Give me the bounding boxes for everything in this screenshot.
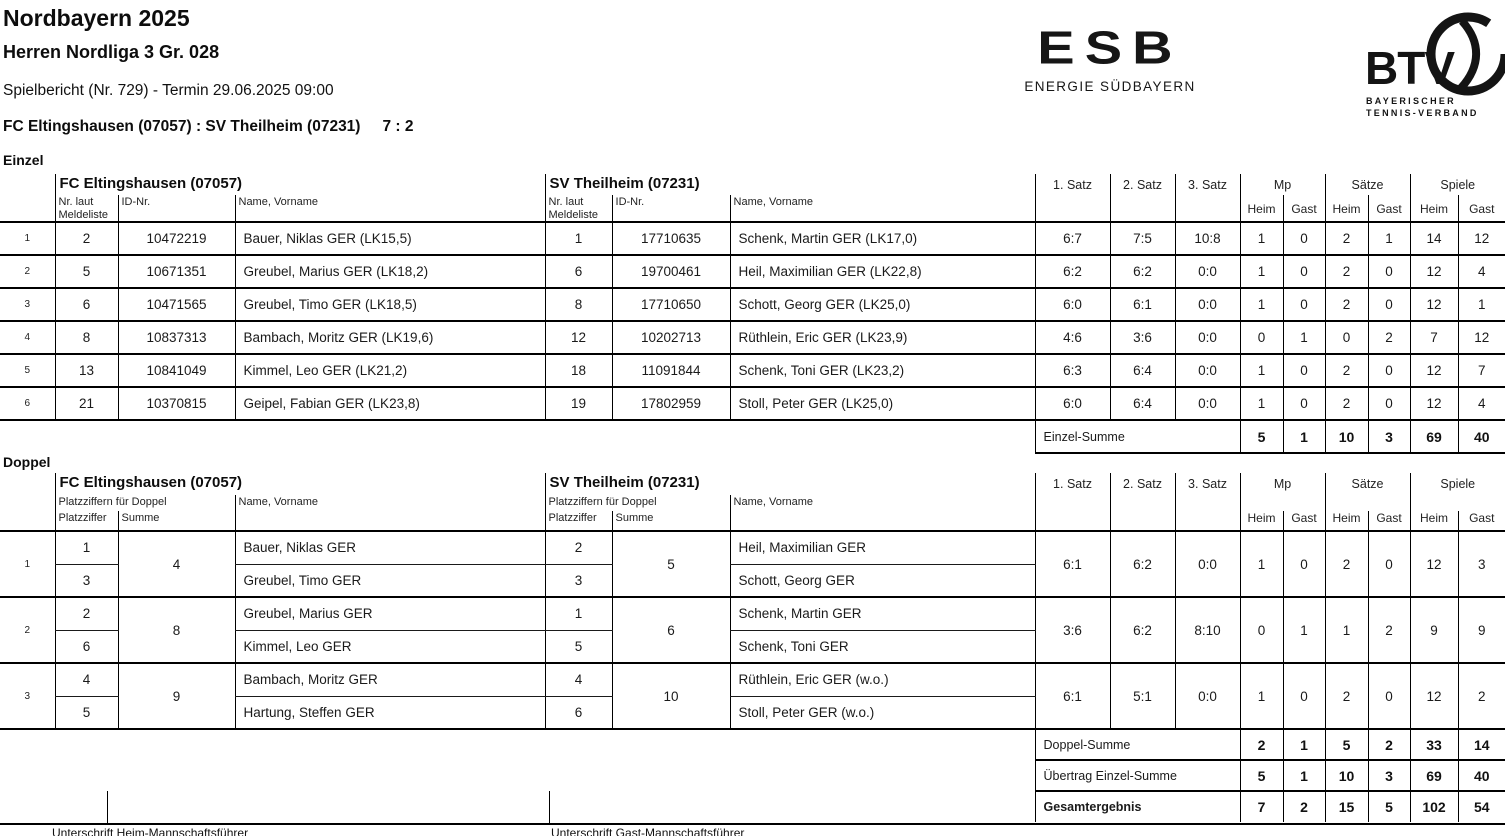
league-subtitle: Herren Nordliga 3 Gr. 028	[3, 42, 220, 62]
einzel-match-row	[0, 387, 1505, 420]
player-name-cell: Rüthlein, Eric GER (LK23,9)	[730, 321, 1035, 354]
score-cell: 12	[1410, 354, 1458, 387]
meldeliste-nr-cell: 19	[545, 387, 612, 420]
platz-summe-cell: 8	[118, 597, 235, 663]
pos-header-cell	[0, 174, 55, 222]
platzziffer-cell: 5	[545, 630, 612, 663]
name-header: Name, Vorname	[235, 495, 545, 531]
score-cell: 7	[1458, 354, 1505, 387]
score-cell: 12	[1410, 531, 1458, 597]
sum-value-cell: 40	[1458, 760, 1505, 791]
guest-team-header: SV Theilheim (07231)	[545, 473, 1035, 495]
set-score-cell: 6:2	[1110, 597, 1175, 663]
sum-value-cell: 69	[1410, 420, 1458, 453]
esb-logo	[1022, 24, 1198, 94]
einzel-match-row	[0, 222, 1505, 255]
platzziffer-cell: 4	[545, 663, 612, 696]
meldeliste-nr-cell: 18	[545, 354, 612, 387]
heim-gast-header: Gast	[1458, 195, 1505, 222]
set-score-cell: 6:1	[1035, 663, 1110, 729]
doppel-match-row	[0, 597, 1505, 630]
einzel-table-container	[0, 174, 1505, 454]
player-name-cell: Greubel, Timo GER (LK18,5)	[235, 288, 545, 321]
sum-value-cell: 1	[1283, 420, 1325, 453]
signature-line	[0, 823, 1505, 825]
player-id-cell: 17710635	[612, 222, 730, 255]
player-name-cell: Schott, Georg GER	[730, 564, 1035, 597]
player-name-cell: Greubel, Timo GER	[235, 564, 545, 597]
home-signature-label: Unterschrift Heim-Mannschaftsführer	[52, 826, 249, 836]
player-name-cell: Bauer, Niklas GER (LK15,5)	[235, 222, 545, 255]
nr-laut-header: Nr. laut Meldeliste	[545, 195, 612, 222]
player-name-cell: Bambach, Moritz GER	[235, 663, 545, 696]
platzziffer-cell: 1	[55, 531, 118, 564]
sum-value-cell: 5	[1240, 420, 1283, 453]
heim-gast-header: Heim	[1410, 195, 1458, 222]
player-name-cell: Rüthlein, Eric GER (w.o.)	[730, 663, 1035, 696]
sum-value-cell: 5	[1325, 729, 1368, 760]
score-cell: 0	[1325, 321, 1368, 354]
heim-gast-header: Gast	[1458, 511, 1505, 531]
sum-value-cell: 2	[1283, 791, 1325, 822]
gesamtergebnis-row	[0, 791, 1505, 822]
player-name-cell: Stoll, Peter GER (LK25,0)	[730, 387, 1035, 420]
score-cell: 1	[1240, 387, 1283, 420]
score-cell: 1	[1240, 663, 1283, 729]
platzziffer-cell: 6	[545, 696, 612, 729]
set-column-header: 2. Satz	[1110, 473, 1175, 531]
guest-signature-label: Unterschrift Gast-Mannschaftsführer	[551, 826, 745, 836]
sum-value-cell: 15	[1325, 791, 1368, 822]
sum-value-cell: 2	[1240, 729, 1283, 760]
sum-value-cell: 2	[1368, 729, 1410, 760]
score-cell: 0	[1368, 531, 1410, 597]
score-cell: 12	[1410, 288, 1458, 321]
match-position-cell: 2	[0, 597, 55, 663]
sum-value-cell: 33	[1410, 729, 1458, 760]
set-score-cell: 6:4	[1110, 354, 1175, 387]
einzel-header-row	[0, 174, 1505, 195]
player-id-cell: 10370815	[118, 387, 235, 420]
score-cell: 2	[1325, 531, 1368, 597]
spacer-cell	[0, 729, 1035, 760]
sum-value-cell: 7	[1240, 791, 1283, 822]
score-cell: 14	[1410, 222, 1458, 255]
score-cell: 4	[1458, 387, 1505, 420]
btv-caption-line2: TENNIS-VERBAND	[1366, 108, 1479, 118]
platzziffer-header: Platzziffer	[545, 511, 612, 531]
einzel-match-row	[0, 354, 1505, 387]
meldeliste-nr-cell: 6	[55, 288, 118, 321]
platz-summe-cell: 10	[612, 663, 730, 729]
set-score-cell: 3:6	[1035, 597, 1110, 663]
score-cell: 2	[1458, 663, 1505, 729]
set-score-cell: 0:0	[1175, 531, 1240, 597]
platzziffer-cell: 2	[55, 597, 118, 630]
id-header: ID-Nr.	[118, 195, 235, 222]
player-id-cell: 17802959	[612, 387, 730, 420]
group-column-header: Sätze	[1325, 174, 1410, 195]
score-cell: 0	[1283, 255, 1325, 288]
score-cell: 2	[1325, 288, 1368, 321]
set-score-cell: 6:0	[1035, 387, 1110, 420]
summe-header: Summe	[118, 511, 235, 531]
score-cell: 0	[1283, 222, 1325, 255]
meldeliste-nr-cell: 13	[55, 354, 118, 387]
score-cell: 4	[1458, 255, 1505, 288]
doppel-table	[0, 473, 1505, 822]
match-score: 7 : 2	[382, 118, 414, 135]
sum-value-cell: 10	[1325, 760, 1368, 791]
set-score-cell: 6:1	[1035, 531, 1110, 597]
score-cell: 1	[1240, 531, 1283, 597]
score-cell: 2	[1325, 387, 1368, 420]
set-score-cell: 8:10	[1175, 597, 1240, 663]
einzel-summe-row	[0, 420, 1505, 453]
match-position-cell: 3	[0, 663, 55, 729]
sum-value-cell: 5	[1240, 760, 1283, 791]
score-cell: 12	[1458, 321, 1505, 354]
sum-label-cell: Übertrag Einzel-Summe	[1035, 760, 1240, 791]
score-cell: 0	[1283, 663, 1325, 729]
score-cell: 0	[1240, 321, 1283, 354]
match-position-cell: 3	[0, 288, 55, 321]
score-cell: 2	[1325, 663, 1368, 729]
score-cell: 2	[1368, 321, 1410, 354]
set-column-header: 3. Satz	[1175, 174, 1240, 222]
player-id-cell: 17710650	[612, 288, 730, 321]
score-cell: 9	[1458, 597, 1505, 663]
score-cell: 0	[1368, 387, 1410, 420]
set-column-header: 1. Satz	[1035, 174, 1110, 222]
player-id-cell: 10471565	[118, 288, 235, 321]
score-cell: 2	[1325, 255, 1368, 288]
sum-value-cell: 69	[1410, 760, 1458, 791]
group-column-header: Mp	[1240, 473, 1325, 511]
sum-label-cell: Einzel-Summe	[1035, 420, 1240, 453]
set-score-cell: 0:0	[1175, 387, 1240, 420]
player-name-cell: Greubel, Marius GER	[235, 597, 545, 630]
player-id-cell: 10841049	[118, 354, 235, 387]
esb-logo-caption: ENERGIE SÜDBAYERN	[1024, 79, 1196, 94]
score-cell: 12	[1410, 387, 1458, 420]
player-name-cell: Heil, Maximilian GER (LK22,8)	[730, 255, 1035, 288]
player-name-cell: Hartung, Steffen GER	[235, 696, 545, 729]
spacer-cell	[0, 420, 1035, 453]
sum-value-cell: 1	[1283, 760, 1325, 791]
player-name-cell: Bauer, Niklas GER	[235, 531, 545, 564]
einzel-match-row	[0, 288, 1505, 321]
sum-value-cell: 3	[1368, 760, 1410, 791]
sum-value-cell: 54	[1458, 791, 1505, 822]
score-cell: 9	[1410, 597, 1458, 663]
heim-gast-header: Heim	[1240, 195, 1283, 222]
set-column-header: 2. Satz	[1110, 174, 1175, 222]
player-name-cell: Stoll, Peter GER (w.o.)	[730, 696, 1035, 729]
group-column-header: Mp	[1240, 174, 1325, 195]
home-team-header: FC Eltingshausen (07057)	[55, 473, 545, 495]
sum-label-cell: Doppel-Summe	[1035, 729, 1240, 760]
score-cell: 1	[1458, 288, 1505, 321]
player-name-cell: Greubel, Marius GER (LK18,2)	[235, 255, 545, 288]
platz-summe-cell: 5	[612, 531, 730, 597]
score-cell: 0	[1283, 288, 1325, 321]
platzziffer-cell: 3	[55, 564, 118, 597]
platz-summe-cell: 9	[118, 663, 235, 729]
doppel-match-row	[0, 663, 1505, 696]
score-cell: 1	[1368, 222, 1410, 255]
doppel-header-row	[0, 473, 1505, 495]
page-title: Nordbayern 2025	[3, 5, 190, 31]
set-score-cell: 5:1	[1110, 663, 1175, 729]
score-cell: 1	[1283, 321, 1325, 354]
set-score-cell: 6:2	[1035, 255, 1110, 288]
platzziffer-cell: 5	[55, 696, 118, 729]
signature-divider-guest	[549, 791, 550, 823]
set-score-cell: 6:2	[1110, 255, 1175, 288]
home-team-header: FC Eltingshausen (07057)	[55, 174, 545, 195]
btv-caption-line1: BAYERISCHER	[1366, 96, 1456, 106]
match-result-line	[3, 118, 413, 136]
sum-value-cell: 3	[1368, 420, 1410, 453]
btv-logo	[1363, 4, 1505, 118]
player-name-cell: Geipel, Fabian GER (LK23,8)	[235, 387, 545, 420]
score-cell: 1	[1240, 222, 1283, 255]
player-name-cell: Kimmel, Leo GER	[235, 630, 545, 663]
sum-value-cell: 5	[1368, 791, 1410, 822]
heim-gast-header: Heim	[1240, 511, 1283, 531]
sum-value-cell: 14	[1458, 729, 1505, 760]
set-score-cell: 6:7	[1035, 222, 1110, 255]
esb-logo-text: ESB	[1037, 22, 1183, 74]
meldeliste-nr-cell: 12	[545, 321, 612, 354]
set-score-cell: 0:0	[1175, 321, 1240, 354]
score-cell: 0	[1283, 387, 1325, 420]
set-score-cell: 0:0	[1175, 255, 1240, 288]
heim-gast-header: Gast	[1283, 511, 1325, 531]
spacer-cell	[0, 791, 1035, 822]
player-name-cell: Schott, Georg GER (LK25,0)	[730, 288, 1035, 321]
sum-label-cell: Gesamtergebnis	[1035, 791, 1240, 822]
meldeliste-nr-cell: 8	[55, 321, 118, 354]
meldeliste-nr-cell: 2	[55, 222, 118, 255]
score-cell: 0	[1240, 597, 1283, 663]
score-cell: 12	[1410, 255, 1458, 288]
sum-value-cell: 1	[1283, 729, 1325, 760]
player-id-cell: 10837313	[118, 321, 235, 354]
tennis-ball-seam-icon	[1461, 21, 1476, 88]
player-name-cell: Heil, Maximilian GER	[730, 531, 1035, 564]
report-line: Spielbericht (Nr. 729) - Termin 29.06.2025 09:00	[3, 82, 334, 99]
match-position-cell: 1	[0, 531, 55, 597]
name-header: Name, Vorname	[235, 195, 545, 222]
group-column-header: Sätze	[1325, 473, 1410, 511]
sum-value-cell: 40	[1458, 420, 1505, 453]
set-score-cell: 4:6	[1035, 321, 1110, 354]
doppel-table-container	[0, 473, 1505, 822]
set-column-header: 1. Satz	[1035, 473, 1110, 531]
meldeliste-nr-cell: 5	[55, 255, 118, 288]
score-cell: 12	[1458, 222, 1505, 255]
score-cell: 1	[1240, 354, 1283, 387]
platzziffern-group-header: Platzziffern für Doppel	[55, 495, 235, 511]
match-position-cell: 5	[0, 354, 55, 387]
score-cell: 0	[1368, 354, 1410, 387]
platzziffer-cell: 6	[55, 630, 118, 663]
set-score-cell: 7:5	[1110, 222, 1175, 255]
set-score-cell: 6:0	[1035, 288, 1110, 321]
heim-gast-header: Gast	[1368, 195, 1410, 222]
heim-gast-header: Gast	[1283, 195, 1325, 222]
doppel-section-heading: Doppel	[3, 454, 51, 470]
score-cell: 1	[1283, 597, 1325, 663]
set-score-cell: 0:0	[1175, 663, 1240, 729]
player-name-cell: Schenk, Martin GER	[730, 597, 1035, 630]
player-name-cell: Bambach, Moritz GER (LK19,6)	[235, 321, 545, 354]
set-score-cell: 10:8	[1175, 222, 1240, 255]
group-column-header: Spiele	[1410, 473, 1505, 511]
meldeliste-nr-cell: 1	[545, 222, 612, 255]
platz-summe-cell: 4	[118, 531, 235, 597]
einzel-subheader-row	[0, 195, 1505, 222]
platz-summe-cell: 6	[612, 597, 730, 663]
player-name-cell: Kimmel, Leo GER (LK21,2)	[235, 354, 545, 387]
platzziffer-cell: 1	[545, 597, 612, 630]
platzziffer-header: Platzziffer	[55, 511, 118, 531]
player-name-cell: Schenk, Toni GER (LK23,2)	[730, 354, 1035, 387]
match-position-cell: 4	[0, 321, 55, 354]
set-score-cell: 6:2	[1110, 531, 1175, 597]
einzel-match-row	[0, 321, 1505, 354]
uebertrag-row	[0, 760, 1505, 791]
player-name-cell: Schenk, Toni GER	[730, 630, 1035, 663]
heim-gast-header: Heim	[1325, 195, 1368, 222]
player-id-cell: 11091844	[612, 354, 730, 387]
score-cell: 1	[1325, 597, 1368, 663]
player-id-cell: 10472219	[118, 222, 235, 255]
score-cell: 0	[1368, 663, 1410, 729]
signature-divider-home	[107, 791, 108, 823]
player-name-cell: Schenk, Martin GER (LK17,0)	[730, 222, 1035, 255]
summe-header: Summe	[612, 511, 730, 531]
player-id-cell: 10202713	[612, 321, 730, 354]
player-id-cell: 10671351	[118, 255, 235, 288]
score-cell: 7	[1410, 321, 1458, 354]
heim-gast-header: Heim	[1410, 511, 1458, 531]
einzel-section-heading: Einzel	[3, 152, 44, 168]
set-score-cell: 6:3	[1035, 354, 1110, 387]
set-column-header: 3. Satz	[1175, 473, 1240, 531]
score-cell: 1	[1240, 288, 1283, 321]
sum-value-cell: 102	[1410, 791, 1458, 822]
match-teams: FC Eltingshausen (07057) : SV Theilheim (07231)	[3, 118, 361, 135]
name-header: Name, Vorname	[730, 195, 1035, 222]
btv-logo-text: BTV	[1365, 42, 1454, 94]
platzziffer-cell: 3	[545, 564, 612, 597]
doppel-summe-row	[0, 729, 1505, 760]
set-score-cell: 0:0	[1175, 288, 1240, 321]
einzel-table	[0, 174, 1505, 454]
score-cell: 12	[1410, 663, 1458, 729]
match-position-cell: 1	[0, 222, 55, 255]
score-cell: 0	[1283, 354, 1325, 387]
set-score-cell: 6:4	[1110, 387, 1175, 420]
score-cell: 0	[1368, 288, 1410, 321]
heim-gast-header: Heim	[1325, 511, 1368, 531]
sum-value-cell: 10	[1325, 420, 1368, 453]
set-score-cell: 6:1	[1110, 288, 1175, 321]
doppel-match-row	[0, 531, 1505, 564]
score-cell: 2	[1368, 597, 1410, 663]
pos-header-cell	[0, 473, 55, 531]
platzziffern-group-header: Platzziffern für Doppel	[545, 495, 730, 511]
id-header: ID-Nr.	[612, 195, 730, 222]
meldeliste-nr-cell: 21	[55, 387, 118, 420]
score-cell: 3	[1458, 531, 1505, 597]
platzziffer-cell: 2	[545, 531, 612, 564]
name-header: Name, Vorname	[730, 495, 1035, 531]
einzel-match-row	[0, 255, 1505, 288]
score-cell: 1	[1240, 255, 1283, 288]
match-position-cell: 2	[0, 255, 55, 288]
group-column-header: Spiele	[1410, 174, 1505, 195]
match-position-cell: 6	[0, 387, 55, 420]
guest-team-header: SV Theilheim (07231)	[545, 174, 1035, 195]
score-cell: 2	[1325, 222, 1368, 255]
spacer-cell	[0, 760, 1035, 791]
set-score-cell: 0:0	[1175, 354, 1240, 387]
score-cell: 0	[1283, 531, 1325, 597]
score-cell: 0	[1368, 255, 1410, 288]
score-cell: 2	[1325, 354, 1368, 387]
meldeliste-nr-cell: 8	[545, 288, 612, 321]
nr-laut-header: Nr. laut Meldeliste	[55, 195, 118, 222]
platzziffer-cell: 4	[55, 663, 118, 696]
set-score-cell: 3:6	[1110, 321, 1175, 354]
heim-gast-header: Gast	[1368, 511, 1410, 531]
meldeliste-nr-cell: 6	[545, 255, 612, 288]
player-id-cell: 19700461	[612, 255, 730, 288]
